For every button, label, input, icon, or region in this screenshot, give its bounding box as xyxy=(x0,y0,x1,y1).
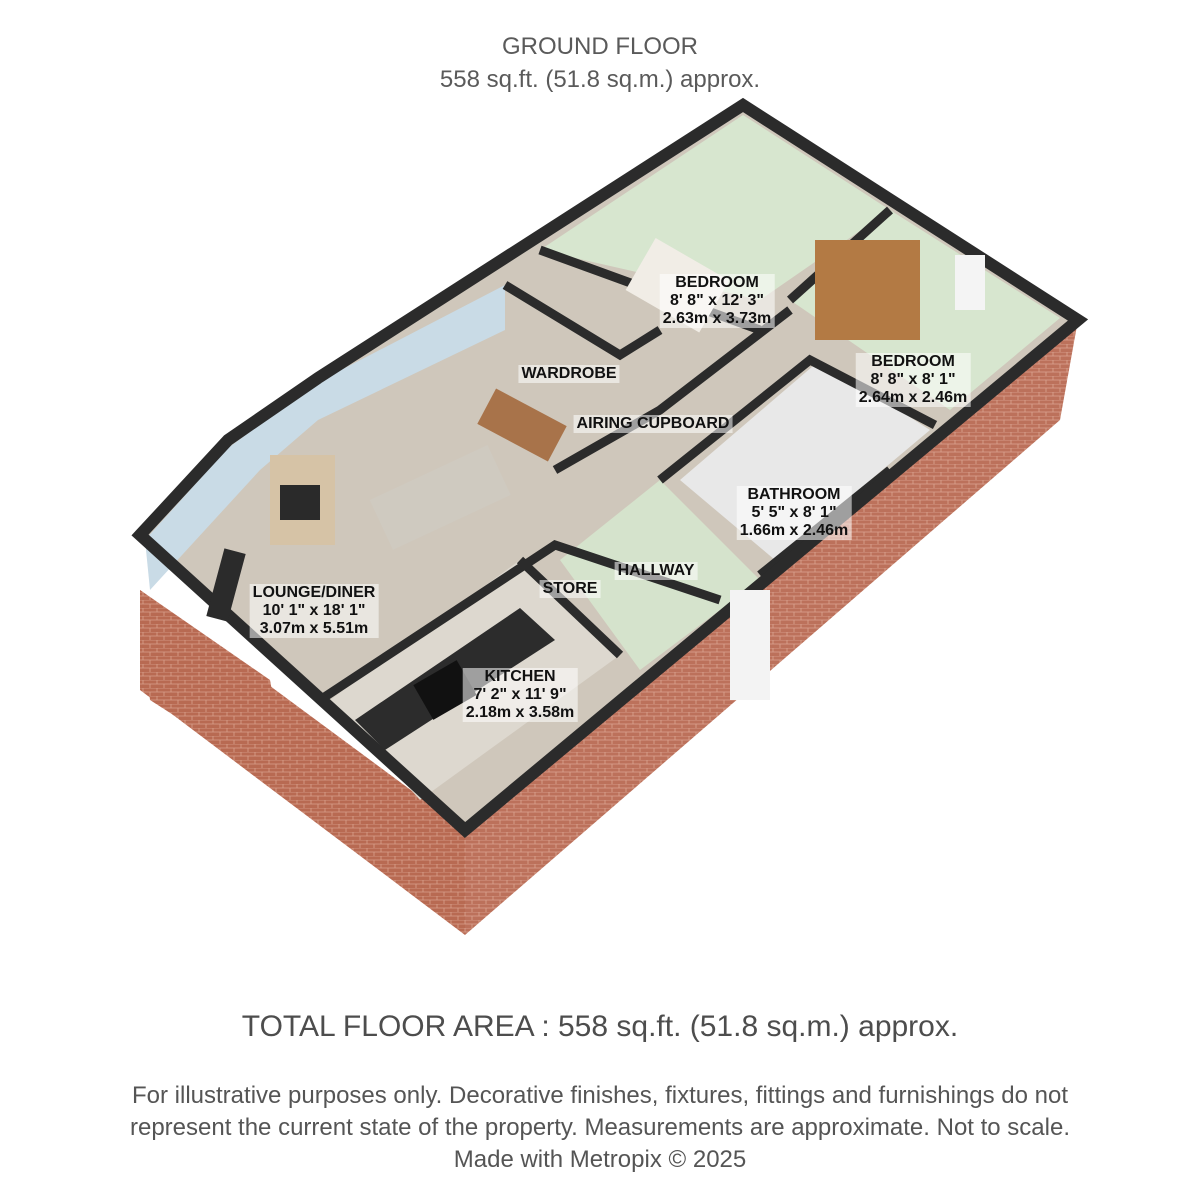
front-door xyxy=(730,590,770,700)
room-name: BEDROOM xyxy=(856,353,971,371)
room-name: HALLWAY xyxy=(615,562,698,580)
credit: Made with Metropix © 2025 xyxy=(453,1146,747,1173)
disclaimer xyxy=(0,1080,1200,1176)
room-name: BATHROOM xyxy=(737,486,852,504)
total-floor-area: TOTAL FLOOR AREA : 558 sq.ft. (51.8 sq.m.) approx. xyxy=(241,1010,959,1043)
room-imperial: 8' 8" x 8' 1" xyxy=(856,371,971,389)
floor-title: GROUND FLOOR xyxy=(501,33,698,60)
label-hallway xyxy=(615,562,698,580)
room-name: KITCHEN xyxy=(463,668,578,686)
label-bathroom xyxy=(737,486,852,540)
room-metric: 2.64m x 2.46m xyxy=(856,389,971,407)
room-imperial: 5' 5" x 8' 1" xyxy=(737,504,852,522)
fire-insert xyxy=(280,485,320,520)
room-metric: 2.18m x 3.58m xyxy=(463,704,578,722)
room-name: BEDROOM xyxy=(660,274,775,292)
room-imperial: 7' 2" x 11' 9" xyxy=(463,686,578,704)
room-name: STORE xyxy=(540,580,601,598)
disclaimer-line-1: For illustrative purposes only. Decorative finishes, fixtures, fittings and furnishings do not xyxy=(132,1082,1068,1109)
room-metric: 3.07m x 5.51m xyxy=(250,620,379,638)
label-bedroom-1 xyxy=(660,274,775,328)
wardrobe-unit xyxy=(815,240,920,340)
label-airing-cupboard xyxy=(574,415,733,433)
label-store xyxy=(540,580,601,598)
room-name: LOUNGE/DINER xyxy=(250,584,379,602)
room-imperial: 8' 8" x 12' 3" xyxy=(660,292,775,310)
label-bedroom-2 xyxy=(856,353,971,407)
window-bedroom xyxy=(955,255,985,310)
label-wardrobe xyxy=(518,365,619,383)
room-name: WARDROBE xyxy=(518,365,619,383)
floor-area: 558 sq.ft. (51.8 sq.m.) approx. xyxy=(439,66,761,93)
room-name: AIRING CUPBOARD xyxy=(574,415,733,433)
label-kitchen xyxy=(463,668,578,722)
room-metric: 2.63m x 3.73m xyxy=(660,310,775,328)
label-lounge-diner xyxy=(250,584,379,638)
room-metric: 1.66m x 2.46m xyxy=(737,522,852,540)
disclaimer-line-2: represent the current state of the property. Measurements are approximate. Not to scale. xyxy=(129,1114,1071,1141)
room-imperial: 10' 1" x 18' 1" xyxy=(250,602,379,620)
